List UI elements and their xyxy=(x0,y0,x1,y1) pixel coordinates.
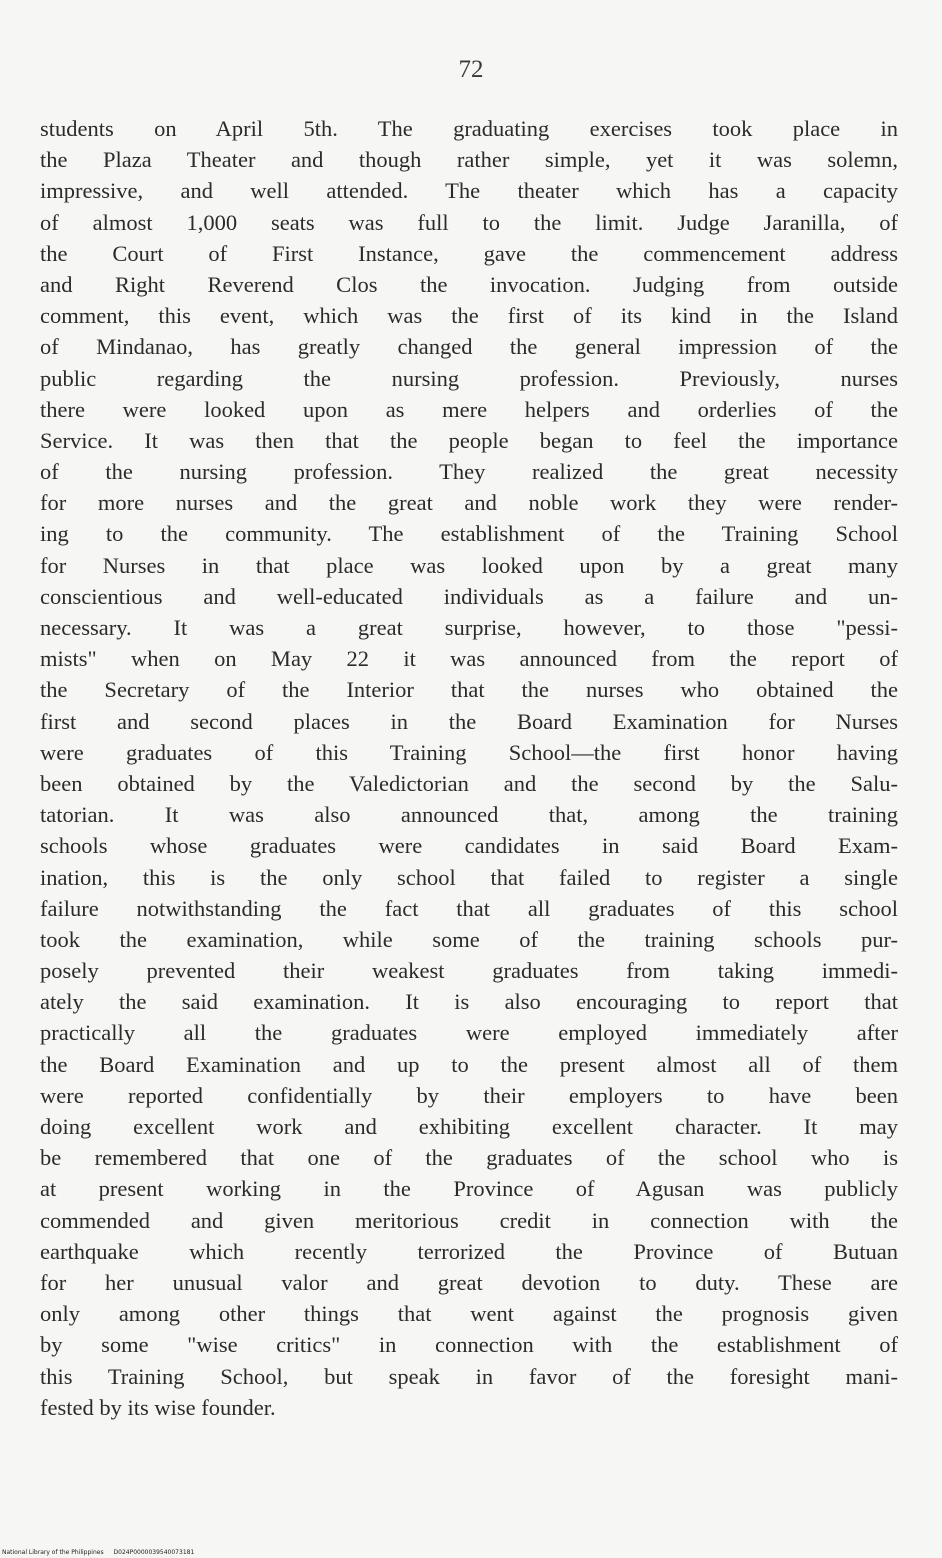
text-line: commended and given meritorious credit in connection with the xyxy=(40,1207,898,1233)
library-name: National Library of the Philippines xyxy=(2,1549,104,1556)
text-line: the Plaza Theater and though rather simple, yet it was solemn, xyxy=(40,147,898,173)
text-line: were graduates of this Training School—the first honor having xyxy=(40,739,898,765)
text-line: the Board Examination and up to the present almost all of them xyxy=(40,1051,898,1077)
text-line: there were looked upon as mere helpers and orderlies of the xyxy=(40,396,898,422)
text-line: by some "wise critics" in connection with the establishment of xyxy=(40,1332,898,1358)
document-identifier: D024P0000039540073181 xyxy=(113,1549,195,1556)
text-line: were reported confidentially by their employers to have been xyxy=(40,1082,898,1108)
text-line: practically all the graduates were employed immediately after xyxy=(40,1020,898,1046)
body-text xyxy=(40,113,898,1423)
text-line: public regarding the nursing profession. Previously, nurses xyxy=(40,365,898,391)
text-line: only among other things that went against the prognosis given xyxy=(40,1301,898,1327)
text-line: for her unusual valor and great devotion to duty. These are xyxy=(40,1269,898,1295)
text-line: posely prevented their weakest graduates from taking immedi- xyxy=(40,958,898,984)
text-line: the Secretary of the Interior that the nurses who obtained the xyxy=(40,677,898,703)
text-line: the Court of First Instance, gave the commencement address xyxy=(40,240,898,266)
text-line: earthquake which recently terrorized the Province of Butuan xyxy=(40,1238,898,1264)
page-number: 72 xyxy=(458,56,484,83)
text-line: Service. It was then that the people began to feel the importance xyxy=(40,427,898,453)
text-line: comment, this event, which was the first of its kind in the Island xyxy=(40,303,898,329)
text-line: been obtained by the Valedictorian and the second by the Salu- xyxy=(40,770,898,796)
text-line: failure notwithstanding the fact that all graduates of this school xyxy=(40,895,898,921)
text-line: ately the said examination. It is also encouraging to report that xyxy=(40,989,898,1015)
text-line: of the nursing profession. They realized the great necessity xyxy=(40,459,898,485)
text-line: schools whose graduates were candidates in said Board Exam- xyxy=(40,833,898,859)
text-line: conscientious and well-educated individuals as a failure and un- xyxy=(40,583,898,609)
text-line: ing to the community. The establishment of the Training School xyxy=(40,521,898,547)
text-line: impressive, and well attended. The theater which has a capacity xyxy=(40,178,898,204)
text-line: and Right Reverend Clos the invocation. Judging from outside xyxy=(40,271,898,297)
text-line: ination, this is the only school that failed to register a single xyxy=(40,864,898,890)
text-line: of Mindanao, has greatly changed the general impression of the xyxy=(40,334,898,360)
text-line: tatorian. It was also announced that, among the training xyxy=(40,802,898,828)
scan-footer xyxy=(2,1549,202,1556)
text-line: students on April 5th. The graduating exercises took place in xyxy=(40,116,898,141)
text-line: for Nurses in that place was looked upon by a great many xyxy=(40,552,898,578)
text-line: this Training School, but speak in favor of the foresight mani- xyxy=(40,1363,898,1389)
text-line: mists" when on May 22 it was announced from the report of xyxy=(40,646,898,672)
text-line: of almost 1,000 seats was full to the limit. Judge Jaranilla, of xyxy=(40,209,898,235)
text-line: at present working in the Province of Agusan was publicly xyxy=(40,1176,898,1202)
text-line: necessary. It was a great surprise, however, to those "pessi- xyxy=(40,615,898,640)
text-line: first and second places in the Board Examination for Nurses xyxy=(40,708,898,734)
text-line: fested by its wise founder. xyxy=(40,1394,276,1420)
text-line: doing excellent work and exhibiting excellent character. It may xyxy=(40,1114,898,1139)
text-line: for more nurses and the great and noble work they were render- xyxy=(40,490,898,516)
text-line: be remembered that one of the graduates of the school who is xyxy=(40,1145,898,1171)
text-line: took the examination, while some of the training schools pur- xyxy=(40,926,898,952)
